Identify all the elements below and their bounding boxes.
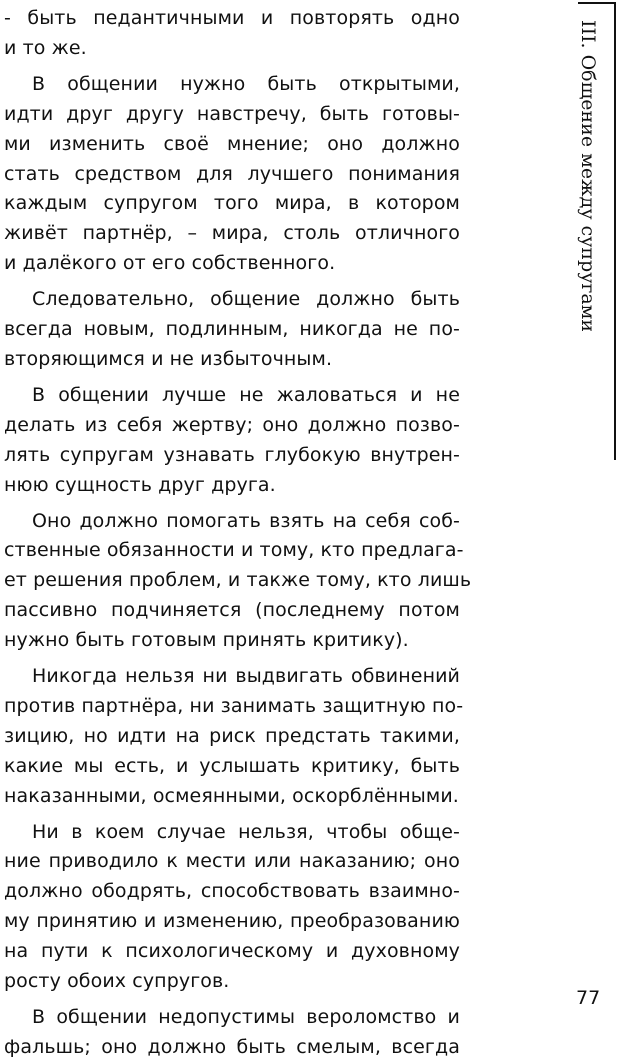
paragraph-6 — [4, 662, 464, 812]
body-text — [4, 4, 472, 1063]
text-line: ми изменить своё мнение; оно должно — [4, 132, 460, 155]
text-line: лять супругам узнавать глубокую внутрен- — [4, 443, 460, 466]
text-line: - быть педантичными и повторять одно — [4, 7, 460, 29]
text-line: ние приводило к мести или наказанию; оно — [4, 850, 460, 873]
paragraph-2 — [4, 70, 460, 279]
text-line: против партнёра, ни занимать защитную по- — [4, 694, 464, 717]
running-head-rule-top — [578, 2, 616, 4]
text-line: В общении недопустимы вероломство и — [32, 1006, 460, 1028]
text-line: росту обоих супругов. — [4, 970, 230, 993]
text-line: стать средством для лучшего понимания — [4, 162, 460, 185]
paragraph-5 — [4, 507, 472, 657]
running-head: III. Общение между супругами — [577, 20, 599, 333]
text-line: и далёкого от его собственного. — [4, 252, 336, 275]
text-line: му принятию и изменению, преобразованию — [4, 910, 460, 933]
text-line: Никогда нельзя ни выдвигать обвинений — [32, 665, 460, 688]
paragraph-4 — [4, 381, 460, 501]
text-line: Оно должно помогать взять на себя соб- — [32, 509, 460, 532]
text-line: фальшь; оно должно быть смелым, всегда — [4, 1035, 460, 1058]
paragraph-1 — [4, 4, 460, 64]
text-line: Ни в коем случае нельзя, чтобы обще- — [32, 820, 460, 843]
paragraph-7 — [4, 818, 460, 997]
text-line: и то же. — [4, 36, 87, 59]
text-line: на пути к психологическому и духовному — [4, 940, 460, 963]
text-line: живёт партнёр, – мира, столь отличного — [4, 222, 460, 245]
text-line: зицию, но идти на риск предстать такими, — [4, 724, 460, 747]
text-line: ственные обязанности и тому, кто предлага- — [4, 539, 464, 562]
text-line: должно ободрять, способствовать взаимно- — [4, 880, 460, 903]
page-number: 77 — [576, 987, 601, 1009]
paragraph-3 — [4, 285, 460, 375]
text-line: наказанными, осмеянными, оскорблёнными. — [4, 784, 459, 807]
text-line: делать из себя жертву; оно должно позво- — [4, 413, 460, 436]
text-line: вторяющимся и не избыточным. — [4, 347, 333, 370]
text-line: идти друг другу навстречу, быть готовы- — [4, 102, 460, 125]
text-line: В общении нужно быть открытыми, — [32, 72, 460, 95]
paragraph-8 — [4, 1003, 460, 1063]
text-line: всегда новым, подлинным, никогда не по- — [4, 318, 460, 341]
text-line: ет решения проблем, и также тому, кто лишь — [4, 569, 472, 592]
text-line: какие мы есть, и услышать критику, быть — [4, 754, 460, 777]
text-line: каждым супругом того мира, в котором — [4, 192, 460, 215]
text-line: нужно быть готовым принять критику). — [4, 629, 409, 652]
running-head-rule — [614, 2, 616, 460]
text-line: В общении лучше не жаловаться и не — [32, 383, 460, 406]
text-line: Следовательно, общение должно быть — [32, 288, 460, 311]
text-line: нюю сущность друг друга. — [4, 473, 276, 496]
text-line: пассивно подчиняется (последнему потом — [4, 599, 460, 622]
